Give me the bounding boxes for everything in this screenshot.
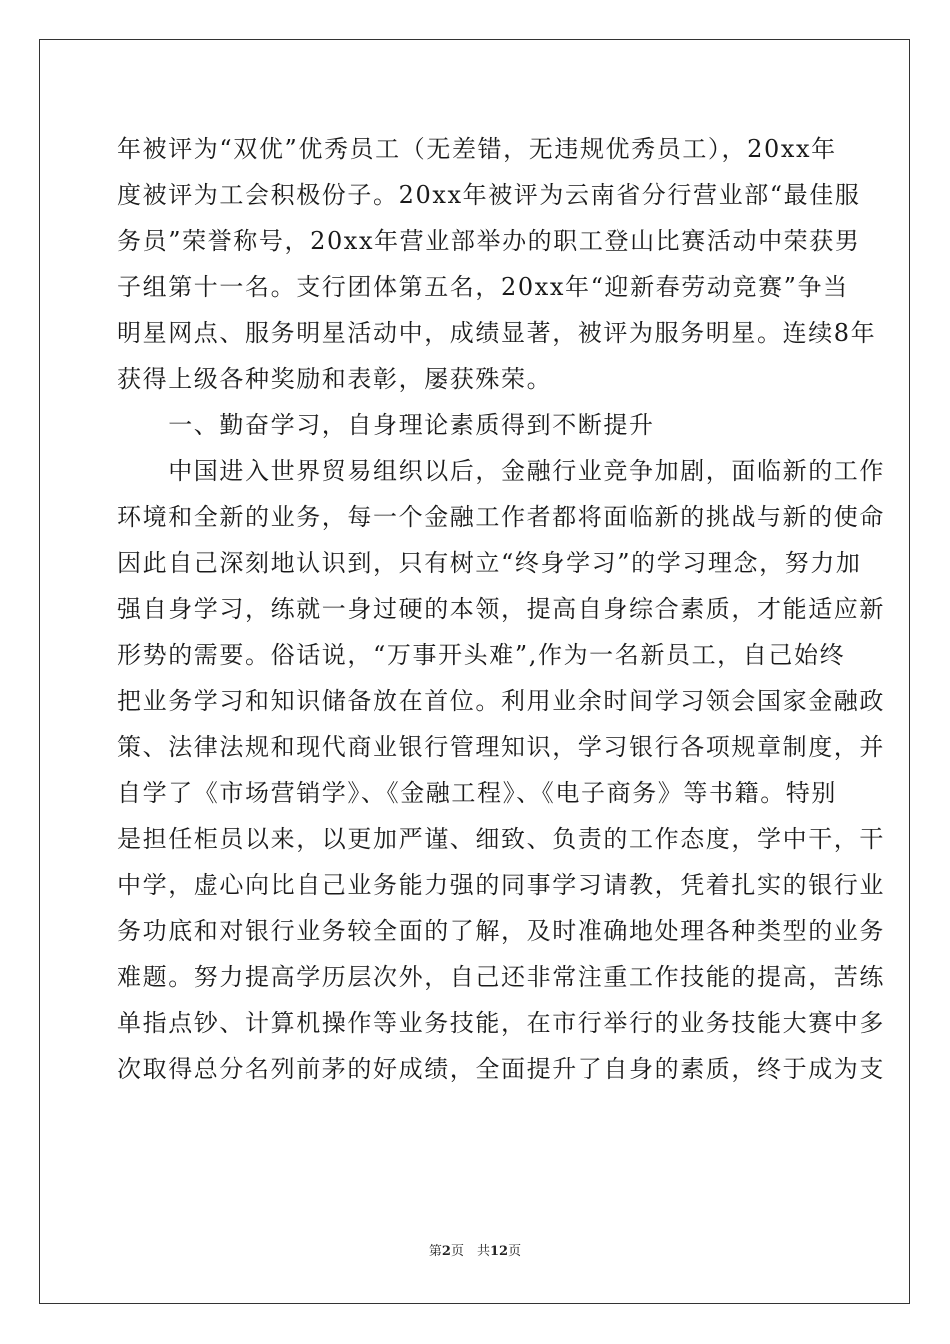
section-heading: 一、勤奋学习，自身理论素质得到不断提升	[117, 411, 655, 439]
text-line: 明星网点、服务明星活动中，成绩显著，被评为服务明星。连续8年	[117, 319, 877, 347]
text-line: 策、法律法规和现代商业银行管理知识，学习银行各项规章制度，并	[117, 733, 885, 761]
text-line: 次取得总分名列前茅的好成绩，全面提升了自身的素质，终于成为支	[117, 1055, 885, 1083]
text-line: 形势的需要。俗话说，“万事开头难”,作为一名新员工，自己始终	[117, 641, 846, 669]
text-line: 把业务学习和知识储备放在首位。利用业余时间学习领会国家金融政	[117, 687, 885, 715]
footer-middle: 页 共	[450, 1244, 490, 1259]
page-footer	[0, 1240, 950, 1259]
text-line: 中学，虚心向比自己业务能力强的同事学习请教，凭着扎实的银行业	[117, 871, 885, 899]
current-page-number: 2	[441, 1244, 451, 1259]
text-line: 子组第十一名。支行团体第五名，20xx年“迎新春劳动竞赛”争当	[117, 273, 849, 301]
footer-prefix: 第	[428, 1244, 442, 1259]
text-line: 获得上级各种奖励和表彰，屡获殊荣。	[117, 365, 553, 393]
footer-suffix: 页	[508, 1244, 522, 1259]
text-line: 度被评为工会积极份子。20xx年被评为云南省分行营业部“最佳服	[117, 181, 861, 209]
text-line: 务员”荣誉称号，20xx年营业部举办的职工登山比赛活动中荣获男	[117, 227, 861, 255]
text-line: 环境和全新的业务，每一个金融工作者都将面临新的挑战与新的使命	[117, 503, 885, 531]
text-line: 单指点钞、计算机操作等业务技能，在市行举行的业务技能大赛中多	[117, 1009, 885, 1037]
text-line: 因此自己深刻地认识到，只有树立“终身学习”的学习理念，努力加	[117, 549, 862, 577]
text-line: 中国进入世界贸易组织以后，金融行业竞争加剧，面临新的工作	[117, 457, 885, 485]
document-body	[117, 126, 885, 1092]
text-line: 强自身学习，练就一身过硬的本领，提高自身综合素质，才能适应新	[117, 595, 885, 623]
total-page-count: 12	[489, 1244, 509, 1259]
text-line: 难题。努力提高学历层次外，自己还非常注重工作技能的提高，苦练	[117, 963, 885, 991]
text-line: 自学了《市场营销学》、《金融工程》、《电子商务》等书籍。特别	[117, 779, 837, 807]
text-line: 务功底和对银行业务较全面的了解，及时准确地处理各种类型的业务	[117, 917, 885, 945]
text-line: 是担任柜员以来，以更加严谨、细致、负责的工作态度，学中干，干	[117, 825, 885, 853]
text-line: 年被评为“双优”优秀员工（无差错，无违规优秀员工），20xx年	[117, 135, 837, 163]
